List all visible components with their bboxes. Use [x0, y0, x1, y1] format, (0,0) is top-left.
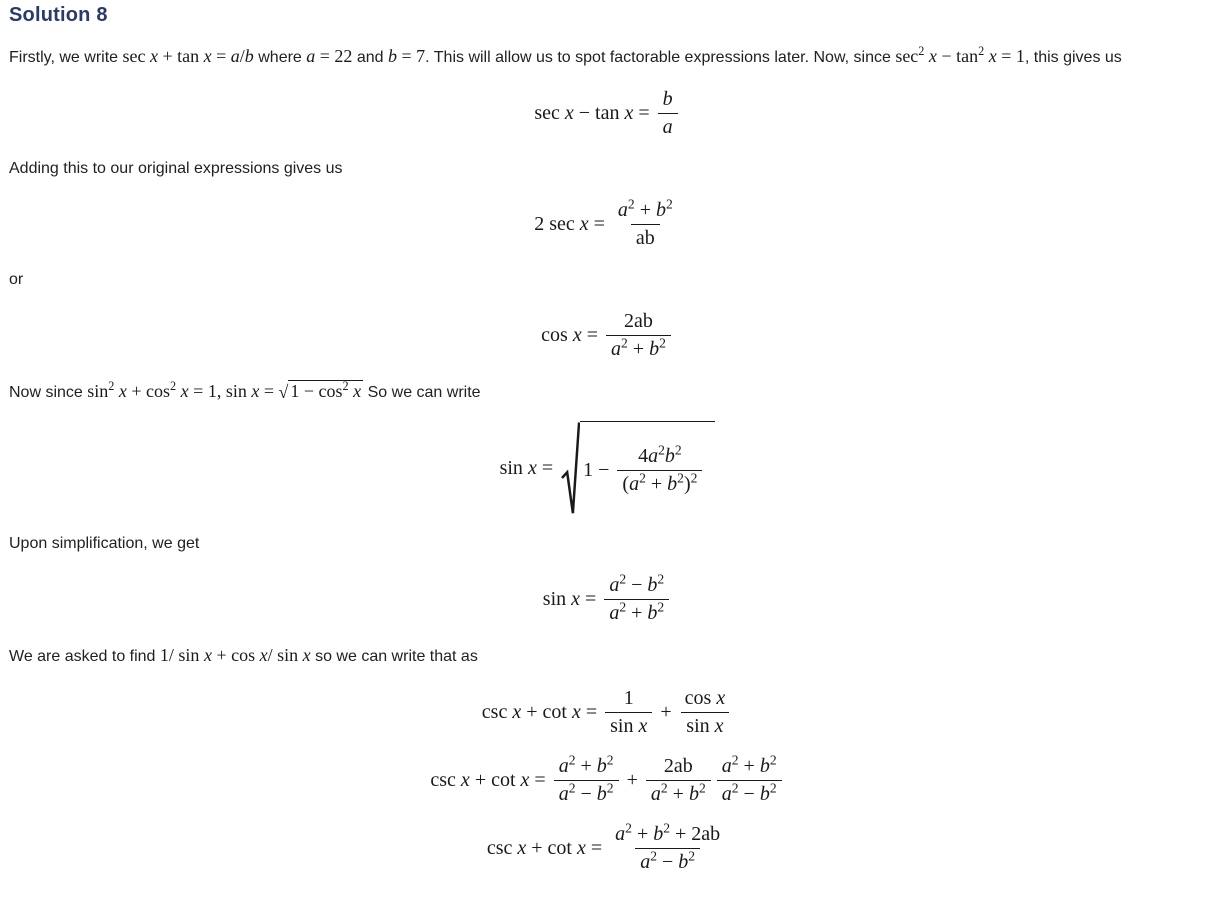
- math-text: 1 −: [583, 458, 615, 481]
- fraction: $\frac{a^2 + b^2}{a^2 - b^2}$: [554, 753, 619, 808]
- paragraph: [9, 531, 1206, 557]
- display-equation: [9, 821, 1206, 876]
- text-run: and: [352, 49, 389, 66]
- display-equation: [9, 308, 1206, 363]
- paragraph: [9, 378, 1206, 406]
- text-run: Adding this to our original expressions gives us: [9, 160, 343, 177]
- text-run: Firstly, we write: [9, 49, 123, 66]
- inline-math: b = 7: [388, 46, 426, 66]
- math-text: csc x + cot x =: [486, 837, 608, 859]
- paragraph: [9, 642, 1206, 670]
- paragraph: [9, 156, 1206, 182]
- display-equation: [9, 86, 1206, 141]
- math-expression: [534, 197, 681, 252]
- inline-math: sec x + tan x = a/b: [122, 46, 254, 66]
- fraction: $\frac{a^2 + b^2}{ab}$: [613, 197, 678, 252]
- inline-math: $\sec^2 x - \tan^2 x = 1$: [895, 44, 1025, 66]
- text-run: or: [9, 271, 24, 288]
- text-run: where: [253, 49, 307, 66]
- math-text: csc x + cot x =: [430, 769, 551, 791]
- math-text: sin x =: [499, 457, 559, 479]
- fraction: $\frac{a^2 - b^2}{a^2 + b^2}$: [604, 572, 669, 627]
- text-run: So we can write: [363, 384, 481, 401]
- math-text: cos x =: [541, 324, 603, 346]
- square-root: [561, 421, 715, 516]
- math-expression: [430, 753, 784, 808]
- display-equation: [9, 685, 1206, 740]
- fraction: $\frac{4a^2b^2}{(a^2 + b^2)^2}$: [617, 443, 702, 498]
- math-expression: [487, 821, 728, 876]
- display-equation: [9, 572, 1206, 627]
- page-title: Solution 8: [9, 4, 108, 26]
- math-expression: [482, 685, 733, 740]
- fraction: $\frac{a^2 + b^2 + 2ab}{a^2 - b^2}$: [610, 821, 725, 876]
- display-equation: [9, 197, 1206, 252]
- fraction: $\frac{\text{cos x}}{\text{sin x}}$: [680, 685, 731, 740]
- math-expression: [541, 308, 674, 363]
- math-text: sec x − tan x =: [534, 102, 655, 124]
- text-run: , this gives us: [1024, 49, 1122, 66]
- solution-page: [9, 4, 1206, 876]
- text-run: We are asked to find: [9, 648, 160, 665]
- text-run: so we can write that as: [310, 648, 478, 665]
- text-run: Now since: [9, 384, 88, 401]
- inline-math: 1/ sin x + cos x/ sin x: [159, 645, 311, 665]
- inline-math: $\sin^2 x + \cos^2 x = 1$, sin x = √ $1 - \cos^2 x$: [87, 381, 363, 401]
- inline-math: a = 22: [306, 46, 353, 66]
- math-text: sin x =: [542, 588, 602, 610]
- paragraph: [9, 43, 1206, 71]
- math-expression: [543, 572, 672, 627]
- fraction: $\frac{2ab}{a^2 + b^2}$: [606, 308, 671, 363]
- text-run: Upon simplification, we get: [9, 535, 200, 552]
- text-run: . This will allow us to spot factorable expressions later. Now, since: [425, 49, 896, 66]
- math-text: +: [655, 701, 677, 723]
- fraction: $\frac{a^2 + b^2}{a^2 - b^2}$: [717, 753, 782, 808]
- radical-icon: [561, 421, 580, 516]
- math-expression: [583, 443, 705, 498]
- display-equation: [9, 421, 1206, 516]
- math-text: csc x + cot x =: [481, 701, 603, 723]
- inline-sqrt: √ $1 - \cos^2 x$: [279, 381, 364, 401]
- math-text: 2 sec x =: [534, 213, 610, 235]
- math-expression: [500, 421, 716, 516]
- fraction: $\frac{1}{\text{sin x}}$: [605, 685, 652, 740]
- fraction: $\frac{b}{a}$: [658, 86, 678, 141]
- fraction: $\frac{2ab}{a^2 + b^2}$: [646, 753, 711, 808]
- math-expression: [534, 86, 680, 141]
- display-equation: [9, 753, 1206, 808]
- math-text: +: [621, 769, 643, 791]
- paragraph: [9, 267, 1206, 293]
- solution-body: [9, 43, 1206, 876]
- radical-icon: √: [278, 382, 289, 402]
